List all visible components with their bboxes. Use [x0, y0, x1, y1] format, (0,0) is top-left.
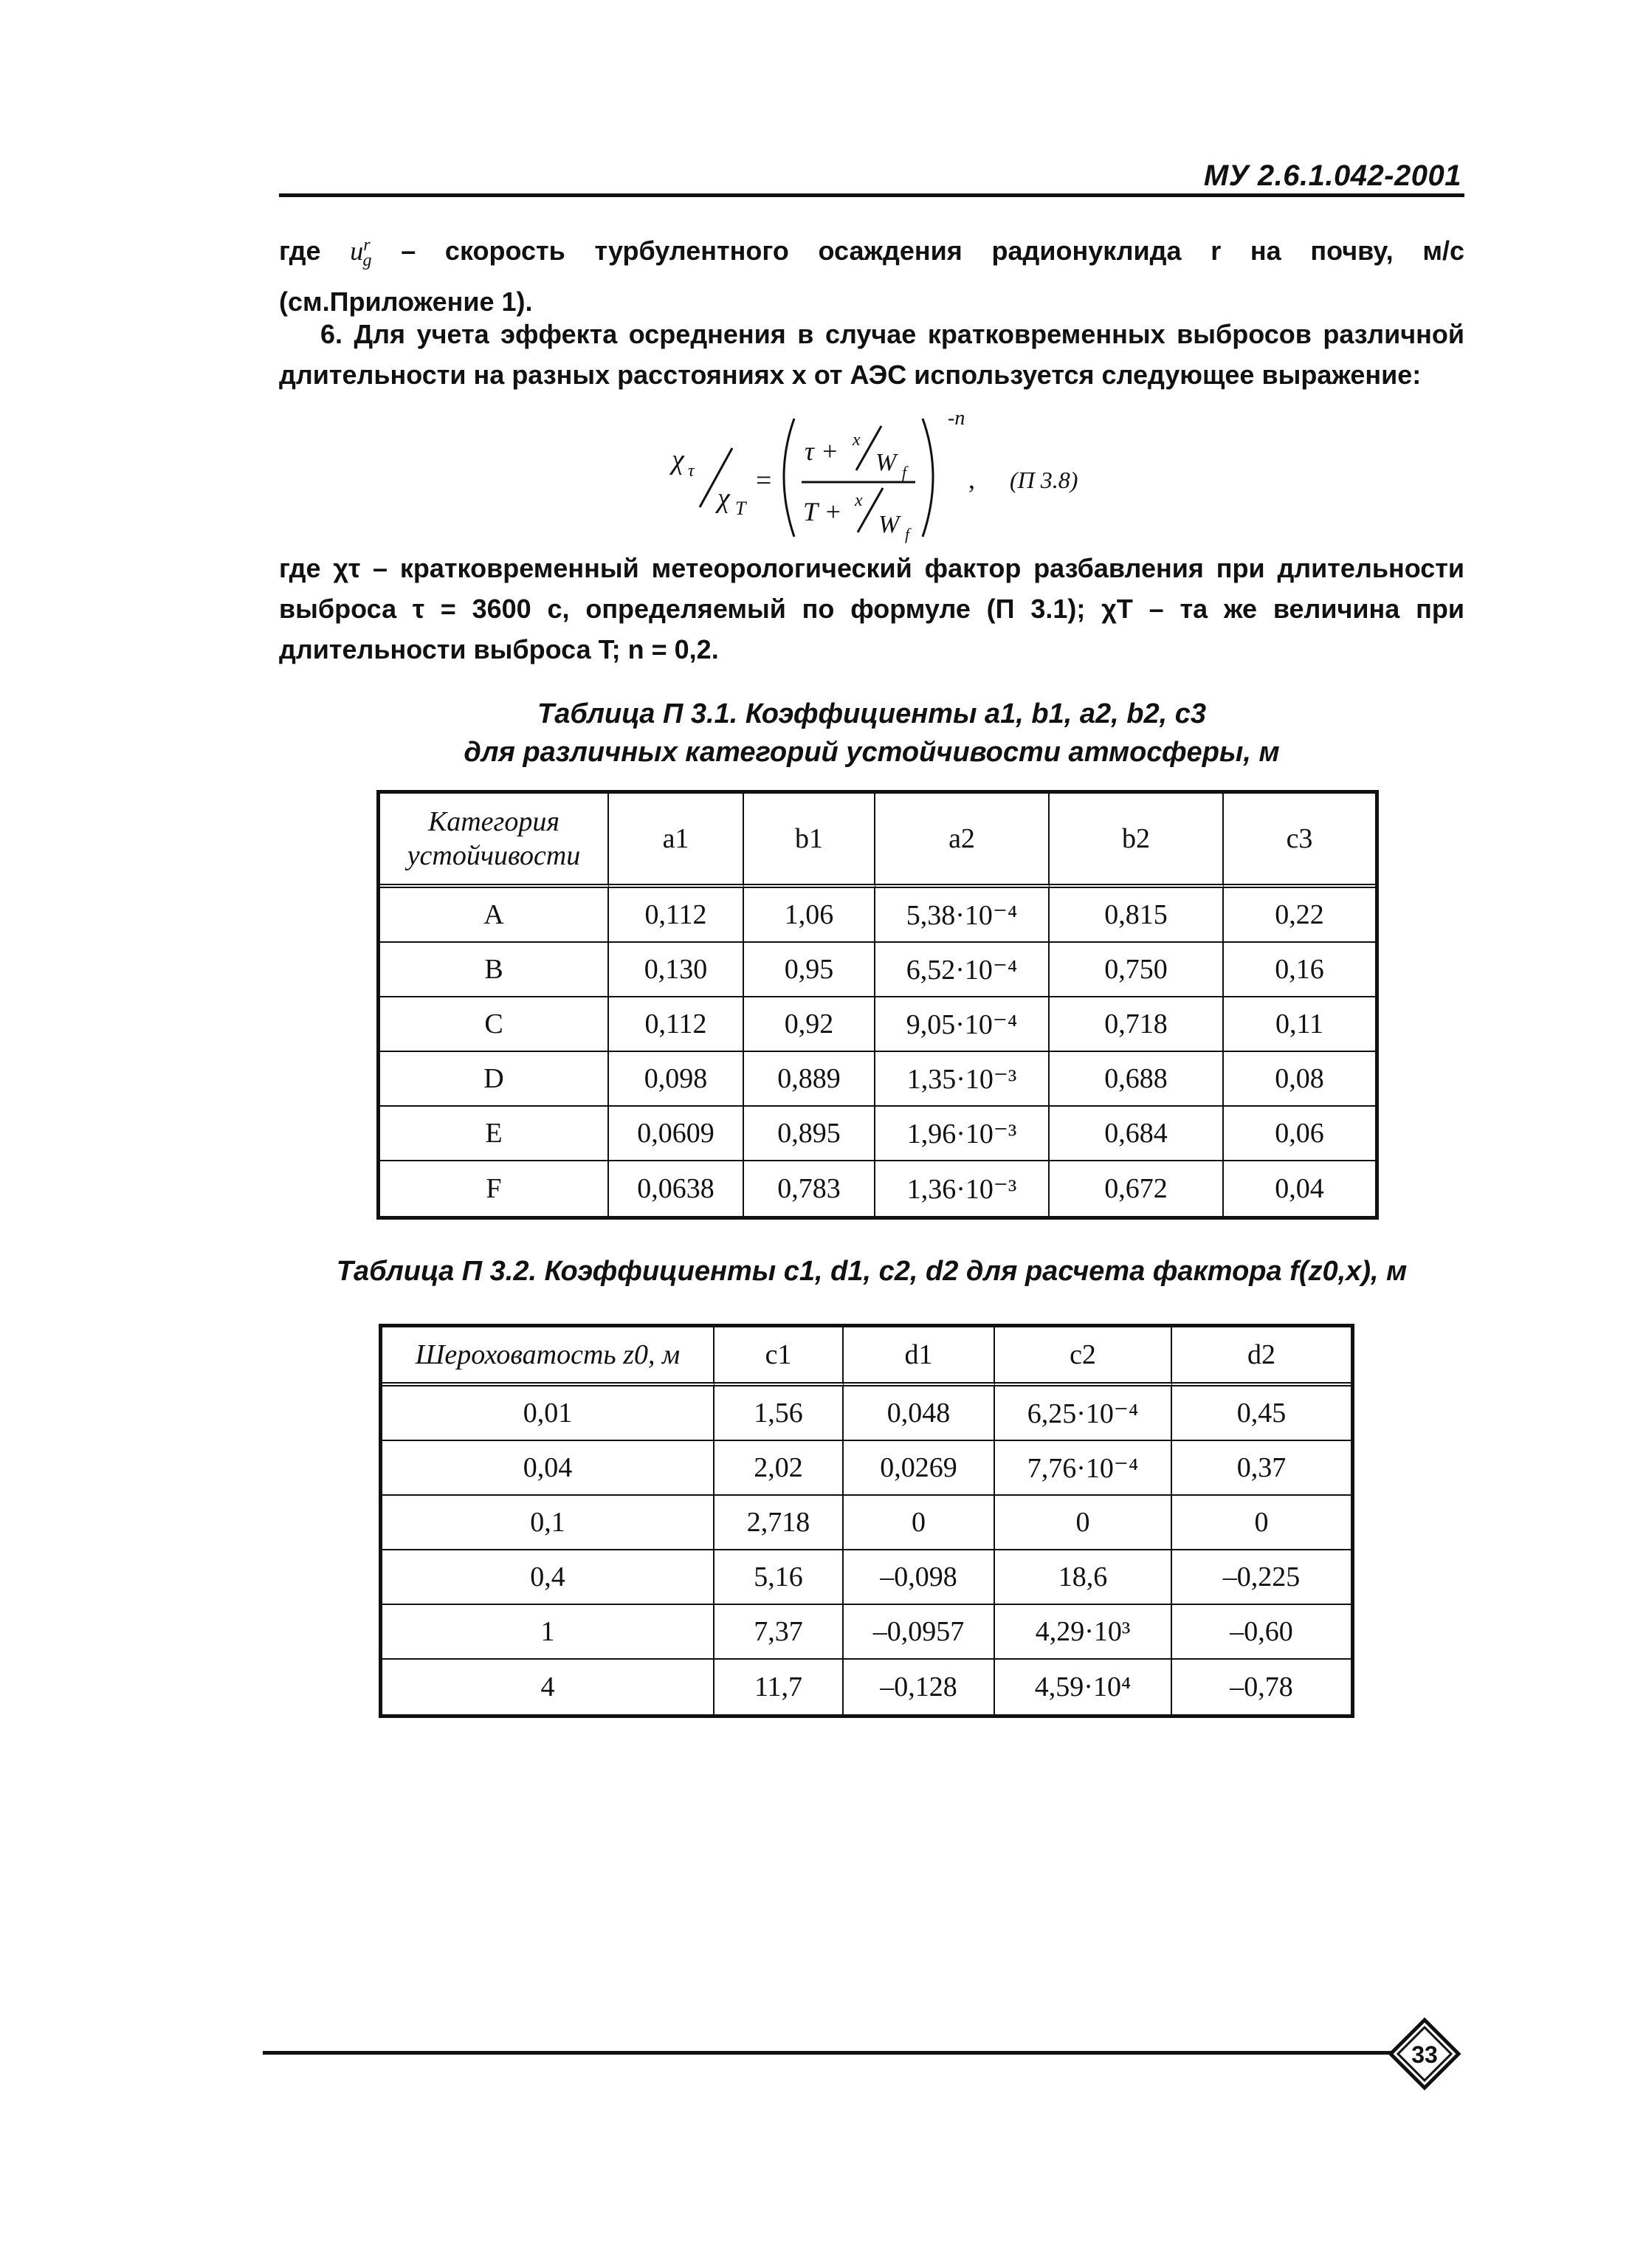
table-row — [382, 1550, 1351, 1605]
table-cell: A — [380, 888, 609, 943]
table-cell: 9,05·10⁻⁴ — [875, 997, 1050, 1052]
column-header: d2 — [1172, 1327, 1351, 1386]
table-cell: 0,112 — [609, 888, 744, 943]
svg-text:f: f — [905, 525, 910, 543]
svg-text:T +: T + — [803, 497, 842, 526]
table-cell: 0,718 — [1050, 997, 1224, 1052]
footer-rule — [263, 2051, 1392, 2055]
table-row — [380, 997, 1375, 1052]
table-row — [380, 1161, 1375, 1216]
paragraph-chi-definition: где χτ – кратковременный метеорологический фактор разбавления при длительности выброса τ = 3600 с, определяемый по формуле (П 3.1); χT – та же величина при длительности выброса T; n = 0,2. — [279, 553, 1464, 664]
column-header: Шероховатость z0, м — [382, 1327, 714, 1386]
table-cell: 0,688 — [1050, 1052, 1224, 1107]
table-cell: –0,225 — [1172, 1550, 1351, 1605]
table-cell: F — [380, 1161, 609, 1216]
formula-bracket-left — [784, 419, 794, 537]
table-cell: 0,112 — [609, 997, 744, 1052]
table-cell: 4,29·10³ — [995, 1605, 1172, 1660]
header-rule — [279, 193, 1464, 197]
table-row — [382, 1605, 1351, 1660]
table-cell: 1,06 — [744, 888, 875, 943]
column-header: c3 — [1224, 794, 1375, 888]
formula-label: (П 3.8) — [1010, 467, 1078, 493]
svg-text:χ: χ — [717, 483, 730, 514]
paragraph-averaging: 6. Для учета эффекта осреднения в случае кратковременных выбросов различной длительности на разных расстояниях x от АЭС используется следующее выражение: — [279, 319, 1464, 390]
column-header: c1 — [714, 1327, 844, 1386]
para1-text: – скорость турбулентного осаждения радионуклида r на почву, м/с (см.Приложение 1). — [279, 236, 1464, 317]
svg-text:T: T — [735, 498, 746, 519]
table-cell: 0,01 — [382, 1386, 714, 1441]
column-header: a2 — [875, 794, 1050, 888]
formula-denominator — [803, 488, 912, 543]
formula-comma: , — [968, 464, 975, 494]
table-cell: 0,672 — [1050, 1161, 1224, 1216]
table-row — [380, 943, 1375, 997]
svg-text:x: x — [855, 491, 863, 510]
table-cell: 0,4 — [382, 1550, 714, 1605]
table-cell: –0,128 — [844, 1660, 995, 1714]
table-cell: 0 — [844, 1496, 995, 1550]
column-header: a1 — [609, 794, 744, 888]
table-row — [380, 888, 1375, 943]
svg-text:χ: χ — [672, 444, 684, 475]
table-cell: 0 — [995, 1496, 1172, 1550]
table-cell: 18,6 — [995, 1550, 1172, 1605]
table-cell: 0,895 — [744, 1107, 875, 1161]
table-cell: 0,45 — [1172, 1386, 1351, 1441]
table-cell: 0,22 — [1224, 888, 1375, 943]
table-header-row — [382, 1327, 1351, 1386]
svg-text:τ +: τ + — [805, 436, 839, 466]
table-row — [382, 1441, 1351, 1496]
svg-text:W: W — [875, 449, 897, 476]
table-row — [380, 1052, 1375, 1107]
table-cell: 5,38·10⁻⁴ — [875, 888, 1050, 943]
table-cell: 0,11 — [1224, 997, 1375, 1052]
table-cell: 0,1 — [382, 1496, 714, 1550]
table-cell: 7,76·10⁻⁴ — [995, 1441, 1172, 1496]
table-cell: 5,16 — [714, 1550, 844, 1605]
table-cell: 7,37 — [714, 1605, 844, 1660]
table-cell: 6,25·10⁻⁴ — [995, 1386, 1172, 1441]
table-cell: E — [380, 1107, 609, 1161]
deposition-speed-symbol: $u^r_g$ — [350, 236, 372, 271]
table-cell: 2,02 — [714, 1441, 844, 1496]
table-cell: 0,0609 — [609, 1107, 744, 1161]
table-row — [382, 1660, 1351, 1714]
formula-exponent: -n — [948, 407, 965, 430]
svg-text:=: = — [756, 465, 772, 496]
table-cell: 0,130 — [609, 943, 744, 997]
column-header: b1 — [744, 794, 875, 888]
table1-caption-line1: Таблица П 3.1. Коэффициенты a1, b1, a2, b2, c3 — [537, 698, 1206, 729]
table-cell: 0,04 — [1275, 1173, 1324, 1204]
table-cell: 0,04 — [382, 1441, 714, 1496]
page-number: 33 — [1411, 2041, 1438, 2068]
table-cell: –0,0957 — [844, 1605, 995, 1660]
table-cell: 0,098 — [609, 1052, 744, 1107]
svg-text:x: x — [853, 430, 861, 450]
para1-where: где — [279, 236, 321, 266]
table-cell: 0,815 — [1050, 888, 1224, 943]
table-cell: 4 — [382, 1660, 714, 1714]
table-cell: 0,750 — [1050, 943, 1224, 997]
table-cell: –0,60 — [1172, 1605, 1351, 1660]
table-cell: 2,718 — [714, 1496, 844, 1550]
svg-text:f: f — [902, 463, 907, 481]
table-stability-coefficients — [376, 790, 1379, 1220]
table-cell: 0,95 — [744, 943, 875, 997]
table-cell: 0,06 — [1224, 1107, 1375, 1161]
table-cell: –0,78 — [1230, 1671, 1293, 1702]
document-code: МУ 2.6.1.042-2001 — [1203, 159, 1461, 192]
column-header: Категория устойчивости — [380, 794, 609, 888]
table-cell: 0,08 — [1224, 1052, 1375, 1107]
table2-caption: Таблица П 3.2. Коэффициенты c1, d1, c2, d2 для расчета фактора f(z0,x), м — [336, 1256, 1408, 1287]
table-cell: 0,783 — [744, 1161, 875, 1216]
formula-bracket-right — [923, 419, 933, 537]
column-header: c2 — [995, 1327, 1172, 1386]
column-header: b2 — [1050, 794, 1224, 888]
table-cell: 0,889 — [744, 1052, 875, 1107]
formula-numerator — [805, 426, 909, 481]
table-cell: –0,098 — [844, 1550, 995, 1605]
column-header: d1 — [844, 1327, 995, 1386]
table-cell: C — [380, 997, 609, 1052]
table-row — [382, 1496, 1351, 1550]
table-row — [380, 1107, 1375, 1161]
table-cell: 4,59·10⁴ — [995, 1660, 1172, 1714]
table-cell: 0,684 — [1050, 1107, 1224, 1161]
svg-text:W: W — [878, 511, 900, 538]
table-cell: 0,0269 — [844, 1441, 995, 1496]
table-cell: 6,52·10⁻⁴ — [875, 943, 1050, 997]
paragraph-deposition-speed — [279, 225, 1464, 322]
table-roughness-coefficients — [379, 1324, 1354, 1718]
table-cell: 0,0638 — [609, 1161, 744, 1216]
table-cell: 1 — [382, 1605, 714, 1660]
formula-p3-8 — [664, 402, 1196, 554]
table-header-row — [380, 794, 1375, 888]
page-number-badge — [1388, 2017, 1461, 2091]
table-row — [382, 1386, 1351, 1441]
table-cell: 0,048 — [844, 1386, 995, 1441]
table-cell: 11,7 — [714, 1660, 844, 1714]
svg-text:τ: τ — [688, 461, 695, 481]
table-cell: 1,35·10⁻³ — [875, 1052, 1050, 1107]
table-cell: 1,36·10⁻³ — [875, 1161, 1050, 1216]
table-cell: 1,56 — [714, 1386, 844, 1441]
table-cell: 0,92 — [744, 997, 875, 1052]
formula-lhs — [669, 444, 771, 519]
table-cell: 0,16 — [1224, 943, 1375, 997]
table-cell: D — [380, 1052, 609, 1107]
table-cell: 0 — [1172, 1496, 1351, 1550]
table-cell: B — [380, 943, 609, 997]
table1-caption-line2: для различных категорий устойчивости атмосферы, м — [464, 737, 1280, 768]
table-cell: 0,37 — [1172, 1441, 1351, 1496]
table-cell: 1,96·10⁻³ — [875, 1107, 1050, 1161]
